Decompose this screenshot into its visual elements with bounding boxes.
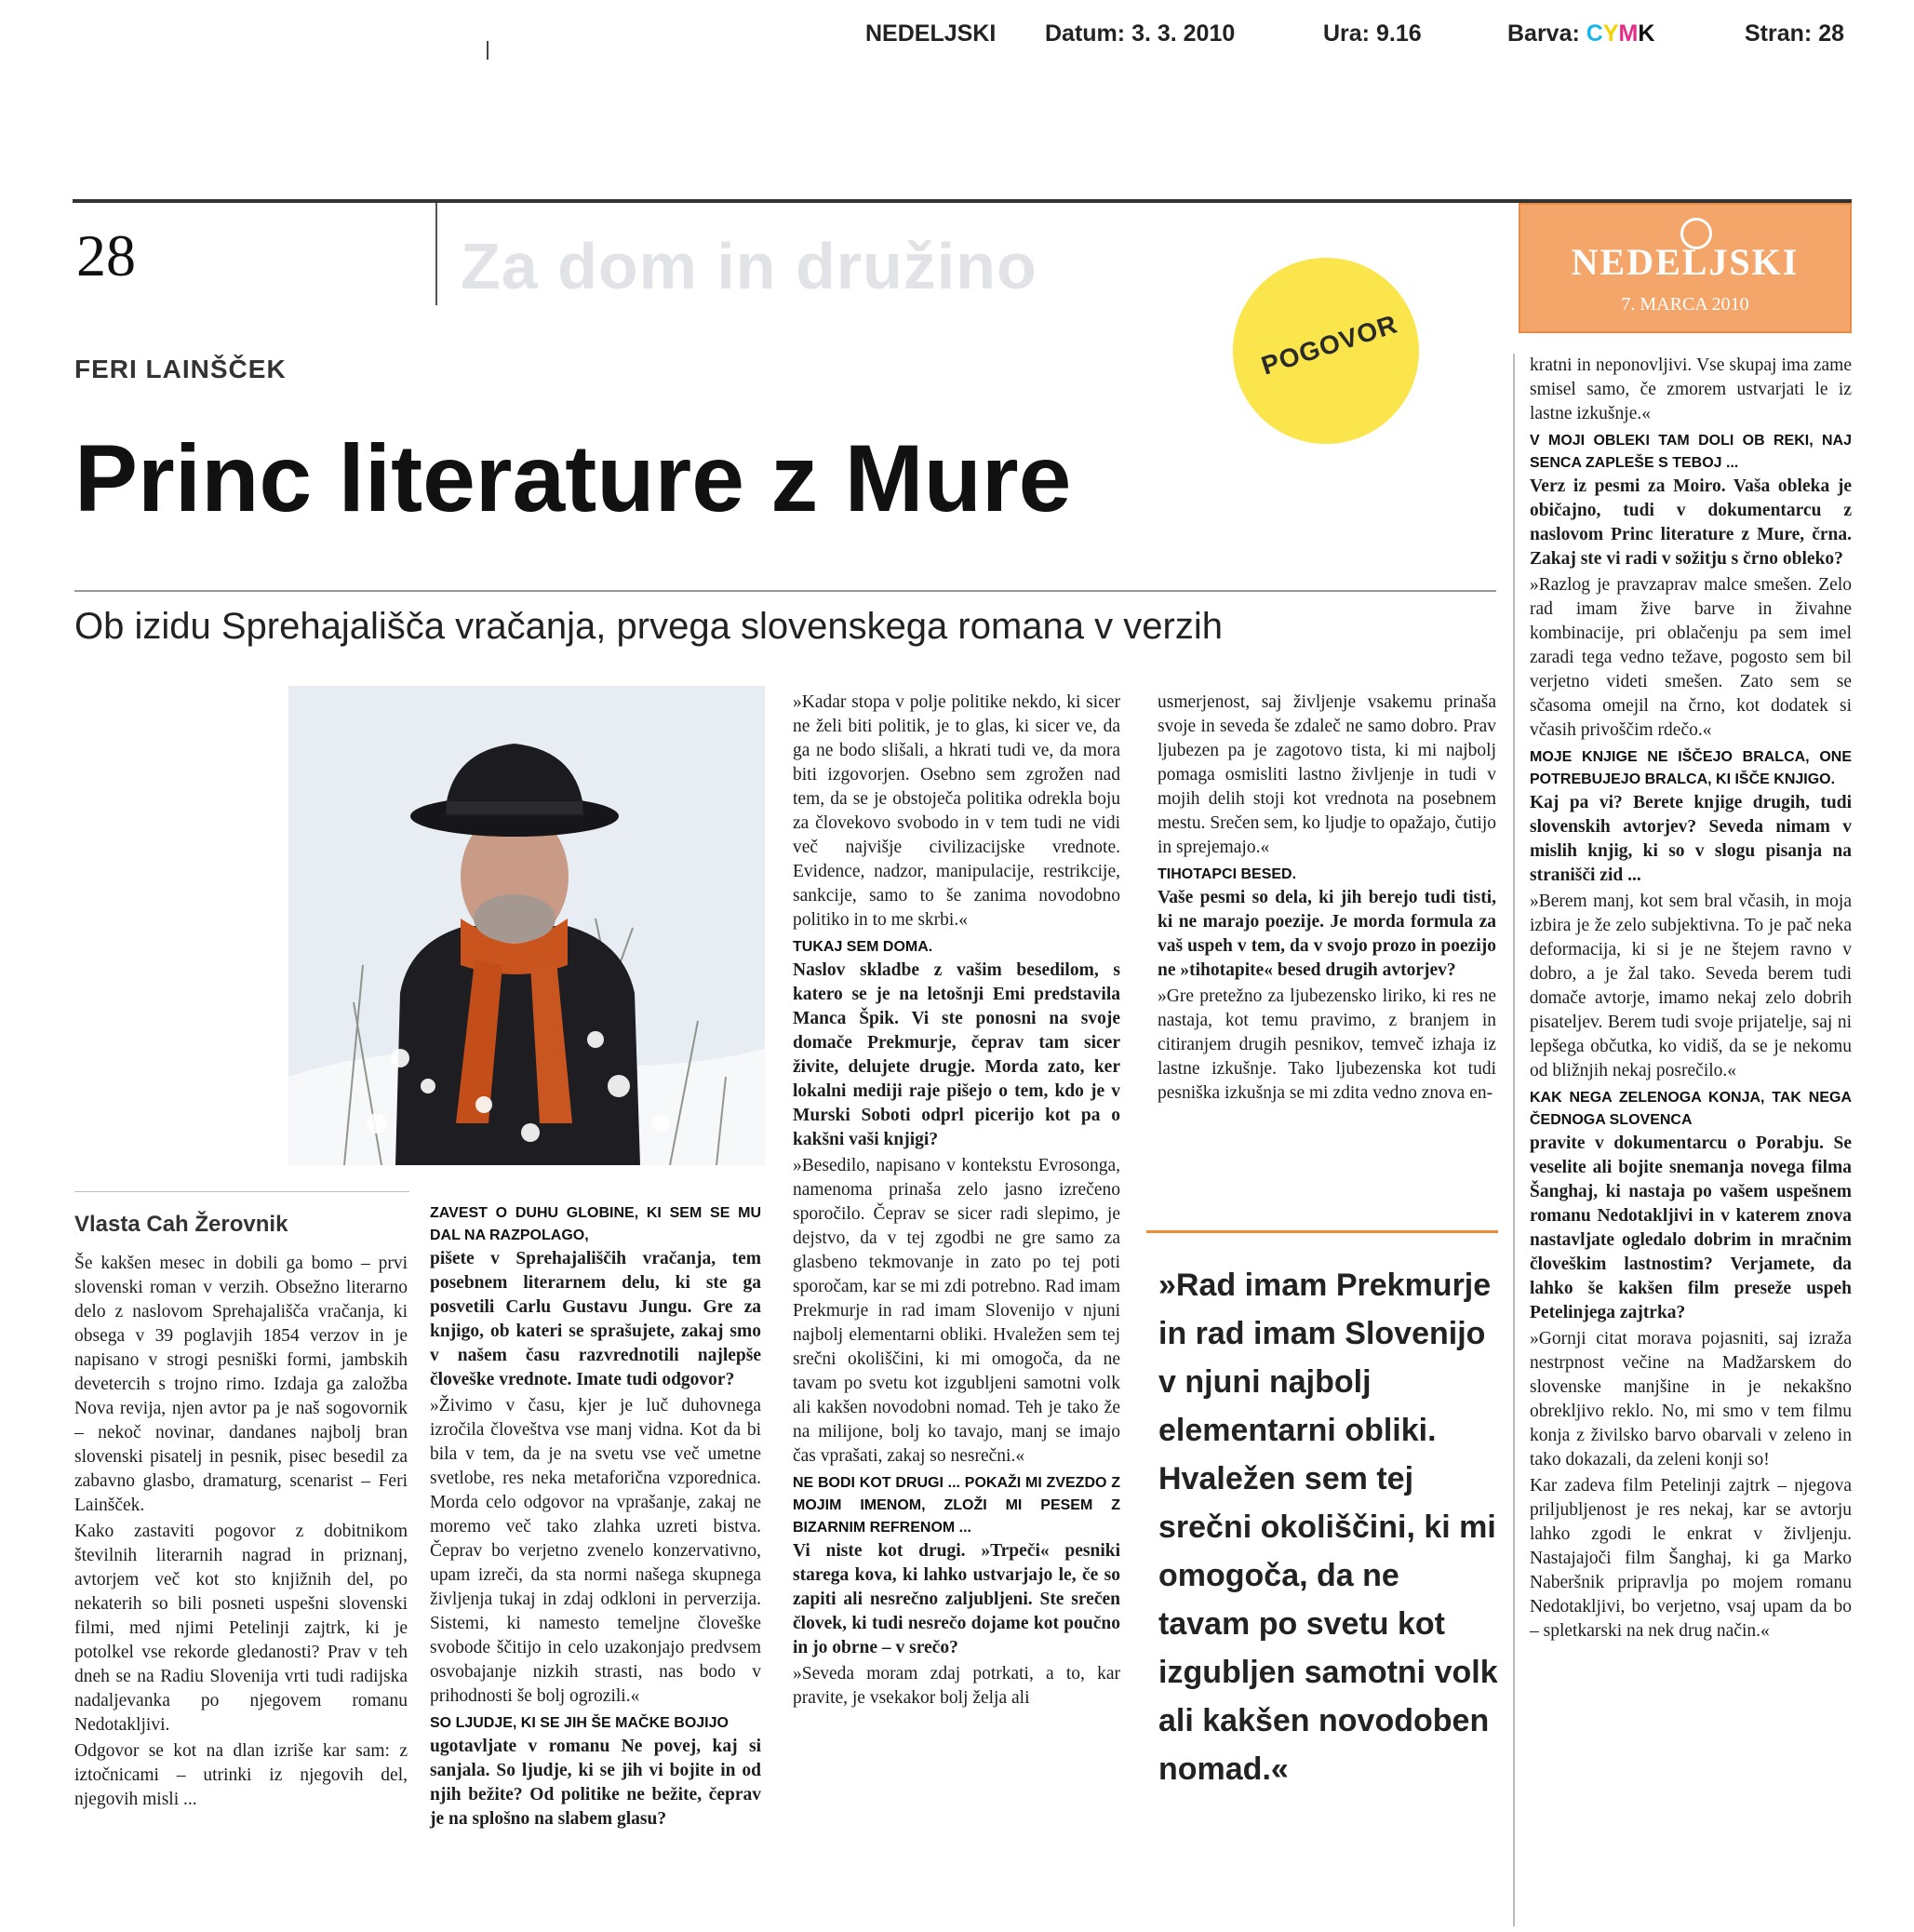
question-body: Kaj pa vi? Berete knjige drugih, tudi slovenskih avtorjev? Seveda nimam v mislih knjig, ki so v slogu pisanja na stranišči zid ... bbox=[1530, 793, 1852, 885]
question-body: pišete v Sprehajališčih vračanja, tem posebnem literarnem delu, ki ste ga posvetili Carlu Gustavu Jungu. Gre za knjigo, ob kateri se sprašujete, zakaj smo v našem času razvrednotili najlepše človeške vrednote. Imate tudi odgovor? bbox=[430, 1249, 761, 1389]
press-color: Barva: CYMK bbox=[1507, 20, 1655, 47]
question-heading: MOJE KNJIGE NE IŠČEJO BRALCA, ONE POTREBUJEJO BRALCA, KI IŠČE KNJIGO. bbox=[1530, 749, 1852, 787]
crop-mark bbox=[487, 41, 489, 60]
masthead-date: 7. MARCA 2010 bbox=[1621, 294, 1749, 315]
question-body: ugotavljate v romanu Ne povej, kaj si sanjala. So ljudje, ki se jih vi bojite in od njih bežite? Od politike ne bežite, čeprav je na splošno na slabem glasu? bbox=[430, 1737, 761, 1829]
pogovor-label: POGOVOR bbox=[1257, 309, 1401, 381]
header-divider bbox=[435, 203, 437, 305]
press-strip bbox=[865, 20, 996, 47]
col1-paragraph: Odgovor se kot na dlan izriše kar sam: z iztočnicami – utrinki iz njegovih del, njegovih misli ... bbox=[74, 1741, 408, 1809]
question-heading: TIHOTAPCI BESED. bbox=[1158, 866, 1297, 882]
cmyk-m: M bbox=[1618, 20, 1639, 47]
answer-paragraph: »Kadar stopa v polje politike nekdo, ki sicer ne želi biti politik, je to glas, ki sicer ve, da ga ne bodo slišali, a hkrati tudi ve, da mora biti izgovorjen. Osebno sem zgrožen nad tem, da se je obstoječa politika odrekla boju za človekovo svobodo in v tem tudi ne vidi več najvišje civilizacijske vrednote. Evidence, nadzor, manipulacije, restrikcije, sankcije, samo to še zanima novodobno politiko in to me skrbi.« bbox=[793, 692, 1120, 930]
answer-paragraph: »Živimo v času, kjer je luč duhovnega izročila človeštva vse manj vidna. Kot da bi bila v tem, da je na svetu vse več umetne svetlobe, res neka metaforična vzporednica. Morda celo odgovor na vprašanje, zakaj ne moremo več tako zlahka uzreti bistva. Čeprav bo verjetno zvenelo konzervativno, upam izreči, da sta normi našega skupnega življenja tukaj in zdaj odkloni in perverzija. Sistemi, ki namesto temeljne človeške svobode ščitijo in celo uzakonjajo predvsem osvobajanje nizkih strasti, nas bodo v prihodnosti še bolj ogrozili.« bbox=[430, 1396, 761, 1706]
column-divider bbox=[1513, 354, 1515, 1926]
question-heading: TUKAJ SEM DOMA. bbox=[793, 939, 933, 955]
column-5 bbox=[1530, 354, 1852, 1645]
press-time: Ura: 9.16 bbox=[1323, 20, 1422, 47]
press-pub: NEDELJSKI bbox=[865, 20, 997, 47]
pull-quote-rule bbox=[1146, 1230, 1498, 1233]
answer-paragraph: kratni in neponovljivi. Vse skupaj ima zame smisel samo, če zmorem ustvarjati le iz lastne izkušnje.« bbox=[1530, 356, 1852, 423]
author-photo bbox=[288, 686, 765, 1165]
question-heading: V MOJI OBLEKI TAM DOLI OB REKI, NAJ SENCA ZAPLEŠE S TEBOJ ... bbox=[1530, 433, 1852, 471]
subheadline: Ob izidu Sprehajališča vračanja, prvega slovenskega romana v verzih bbox=[74, 606, 1223, 647]
question-heading: ZAVEST O DUHU GLOBINE, KI SEM SE MU DAL NA RAZPOLAGO, bbox=[430, 1205, 761, 1243]
column-3 bbox=[793, 691, 1120, 1712]
cmyk-y: Y bbox=[1602, 20, 1619, 47]
column-1 bbox=[74, 1252, 408, 1814]
masthead bbox=[1519, 203, 1852, 333]
headline-rule bbox=[74, 590, 1496, 592]
answer-paragraph: »Gornji citat morava pojasniti, saj izraža nestrpnost večine na Madžarskem do slovenske manjšine in je nekakšno obrekljivo reklo. No, mi smo v tem filmu konja z živilsko barvo obarvali v zeleno in tako dokazali, da zeleni konji so! bbox=[1530, 1329, 1852, 1469]
question-body: Vaše pesmi so dela, ki jih berejo tudi tisti, ki ne marajo poezije. Je morda formula za vaš uspeh v tem, da v svojo prozo in poezijo ne »tihotapite« besed drugih avtorjev? bbox=[1158, 888, 1496, 980]
col1-paragraph: Kako zastaviti pogovor z dobitnikom številnih literarnih nagrad in priznanj, avtorjem več kot sto knjižnih del, po nekaterih so bili posneti uspešni slovenski filmi, med njimi Petelinji zajtrk, ki je potolkel vse rekorde gledanosti? Prav v teh dneh se na Radiu Slovenija vrti tudi radijska nadaljevanka po njegovem romanu Nedotakljivi. bbox=[74, 1522, 408, 1735]
question-body: Naslov skladbe z vašim besedilom, s katero se je na letošnji Emi predstavila Manca Špik. Vi ste ponosni na svoje domače Prekmurje, čeprav tam sicer živite, delujete drugje. Morda zato, ker lokalni mediji raje pišejo o tem, kdo je v Murski Soboti odprl picerijo kot pa o kakšni vaši knjigi? bbox=[793, 960, 1120, 1149]
author-photo-illustration bbox=[288, 686, 765, 1165]
cmyk-c: C bbox=[1586, 20, 1603, 47]
question-heading: NE BODI KOT DRUGI ... POKAŽI MI ZVEZDO Z MOJIM IMENOM, ZLOŽI MI PESEM Z BIZARNIM REFRENOM ... bbox=[793, 1475, 1120, 1536]
press-date: Datum: 3. 3. 2010 bbox=[1045, 20, 1236, 47]
col1-paragraph: Še kakšen mesec in dobili ga bomo – prvi slovenski roman v verzih. Obsežno literarno delo z naslovom Sprehajališča vračanja, ki obsega v 39 poglavjih 1854 verzov in je napisano v strogi pesniški formi, jambskih devetercih s trojno rimo. Izdaja ga založba Nova revija, njen avtor pa je naš sogovornik – nekoč novinar, dandanes najbolj bran slovenski pisatelj in pesnik, pisec besedil za zabavno glasbo, dramaturg, scenarist – Feri Lainšček. bbox=[74, 1254, 408, 1515]
answer-paragraph: »Razlog je pravzaprav malce smešen. Zelo rad imam žive barve in živahne kombinacije, pri oblačenju pa sem imel zaradi tega vedno težave, pogosto sem bil verjetno videti smešen. Zato sem se sčasoma omejil na črno, kot dodatek si včasih privoščim rdečo.« bbox=[1530, 575, 1852, 740]
answer-paragraph: usmerjenost, saj življenje vsakemu prinaša svoje in seveda še zdaleč ne samo dobro. Prav ljubezen pa je zagotovo tista, ki mi najbolj pomaga osmisliti lastno življenje in tudi v mojih delih stoji kot vrednota na posebnem mestu. Srečen sem, ko ljudje to opažajo, čutijo in sprejemajo.« bbox=[1158, 692, 1496, 857]
cmyk-k: K bbox=[1638, 20, 1655, 47]
question-body: pravite v dokumentarcu o Porabju. Se veselite ali bojite snemanja novega filma Šanghaj, ki nastaja po vašem uspešnem romanu Nedotakljivi in v katerem znova nastavljate ogledalo dobrim in mračnim človeškim lastnostim? Verjamete, da lahko še kakšen film preseže uspeh Petelinjega zajtrka? bbox=[1530, 1134, 1852, 1322]
column-2 bbox=[430, 1199, 761, 1833]
question-body: Vi niste kot drugi. »Trpeči« pesniki starega kova, ki lahko ustvarjajo le, če so zapiti ali nesrečno zaljubljeni. Ste srečen človek, ki tudi nesrečo dojame kot poučno in jo obrne – v srečo? bbox=[793, 1541, 1120, 1657]
column-4 bbox=[1158, 691, 1496, 1107]
pull-quote: »Rad imam Prekmurje in rad imam Slovenijo v njuni najbolj elementarni obliki. Hvaležen sem tej srečni okoliščini, ki mi omogoča, da ne tavam po svetu kot izgubljen samotni volk ali kakšen novodoben nomad.« bbox=[1158, 1268, 1498, 1787]
byline: Vlasta Cah Žerovnik bbox=[74, 1212, 288, 1237]
answer-paragraph: Kar zadeva film Petelinji zajtrk – njegova priljubljenost je res nekaj, kar se avtorju lahko zgodi le enkrat v življenju. Nastajajoči film Šanghaj, ki ga Marko Naberšnik pripravlja po mojem romanu Nedotakljivi, bo verjetno, vsaj upam da bo – spletkarski na nek drug način.« bbox=[1530, 1476, 1852, 1641]
page-number: 28 bbox=[76, 222, 136, 288]
answer-paragraph: »Gre pretežno za ljubezensko liriko, ki res ne nastaja, kot temu pravimo, z branjem in citiranjem drugih pesnikov, temveč izhaja iz lastne izkušnje. Tako ljubezenska kot tudi pesniška izkušnja se mi zdita vedno znova en- bbox=[1158, 986, 1496, 1103]
question-heading: SO LJUDJE, KI SE JIH ŠE MAČKE BOJIJO bbox=[430, 1715, 729, 1731]
pogovor-badge bbox=[1233, 258, 1419, 444]
article-subject: FERI LAINŠČEK bbox=[74, 355, 287, 383]
headline: Princ literature z Mure bbox=[74, 425, 1072, 531]
byline-rule bbox=[74, 1191, 409, 1192]
section-title: Za dom in družino bbox=[461, 230, 1037, 302]
question-heading: KAK NEGA ZELENOGA KONJA, TAK NEGA ČEDNOGA SLOVENCA bbox=[1530, 1090, 1852, 1128]
answer-paragraph: »Besedilo, napisano v kontekstu Evrosonga, namenoma prinaša zelo jasno izrečeno sporočilo. Čeprav se sicer radi slepimo, je dejstvo, da v tej zgodbi ne gre samo za glasbeno tekmovanje in zato po tej poti sporočam, kar se mi zdi potrebno. Rad imam Prekmurje in rad imam Slovenijo v njuni najbolj elementarni obliki. Hvaležen sem tej srečni okoliščini, ki mi omogoča, da ne tavam po svetu kot izgubljeni samotni volk ali kakšen novodobni nomad. Teh je tako že na milijone, bolj ko tavajo, manj se imajo čas vprašati, zakaj so nesrečni.« bbox=[793, 1156, 1120, 1466]
press-page: Stran: 28 bbox=[1745, 20, 1844, 47]
answer-paragraph: »Berem manj, kot sem bral včasih, in moja izbira je že zelo subjektivna. To je pač neka deformacija, ki si je ne štejem ravno v dobro, a je žal tako. Seveda berem tudi domače avtorje, imamo nekaj zelo dobrih pisateljev. Berem tudi svoje prijatelje, saj ni lepšega občutka, ko vidiš, da se je nekomu od bližnjih nekaj posrečilo.« bbox=[1530, 892, 1852, 1080]
masthead-title: NEDELJSKI bbox=[1571, 241, 1800, 283]
question-body: Verz iz pesmi za Moiro. Vaša obleka je običajno, tudi v dokumentarcu z naslovom Princ literature z Mure, črna. Zakaj ste vi radi v sožitju s črno obleko? bbox=[1530, 476, 1852, 569]
answer-paragraph: »Seveda moram zdaj potrkati, a to, kar pravite, je vsekakor bolj želja ali bbox=[793, 1664, 1120, 1708]
